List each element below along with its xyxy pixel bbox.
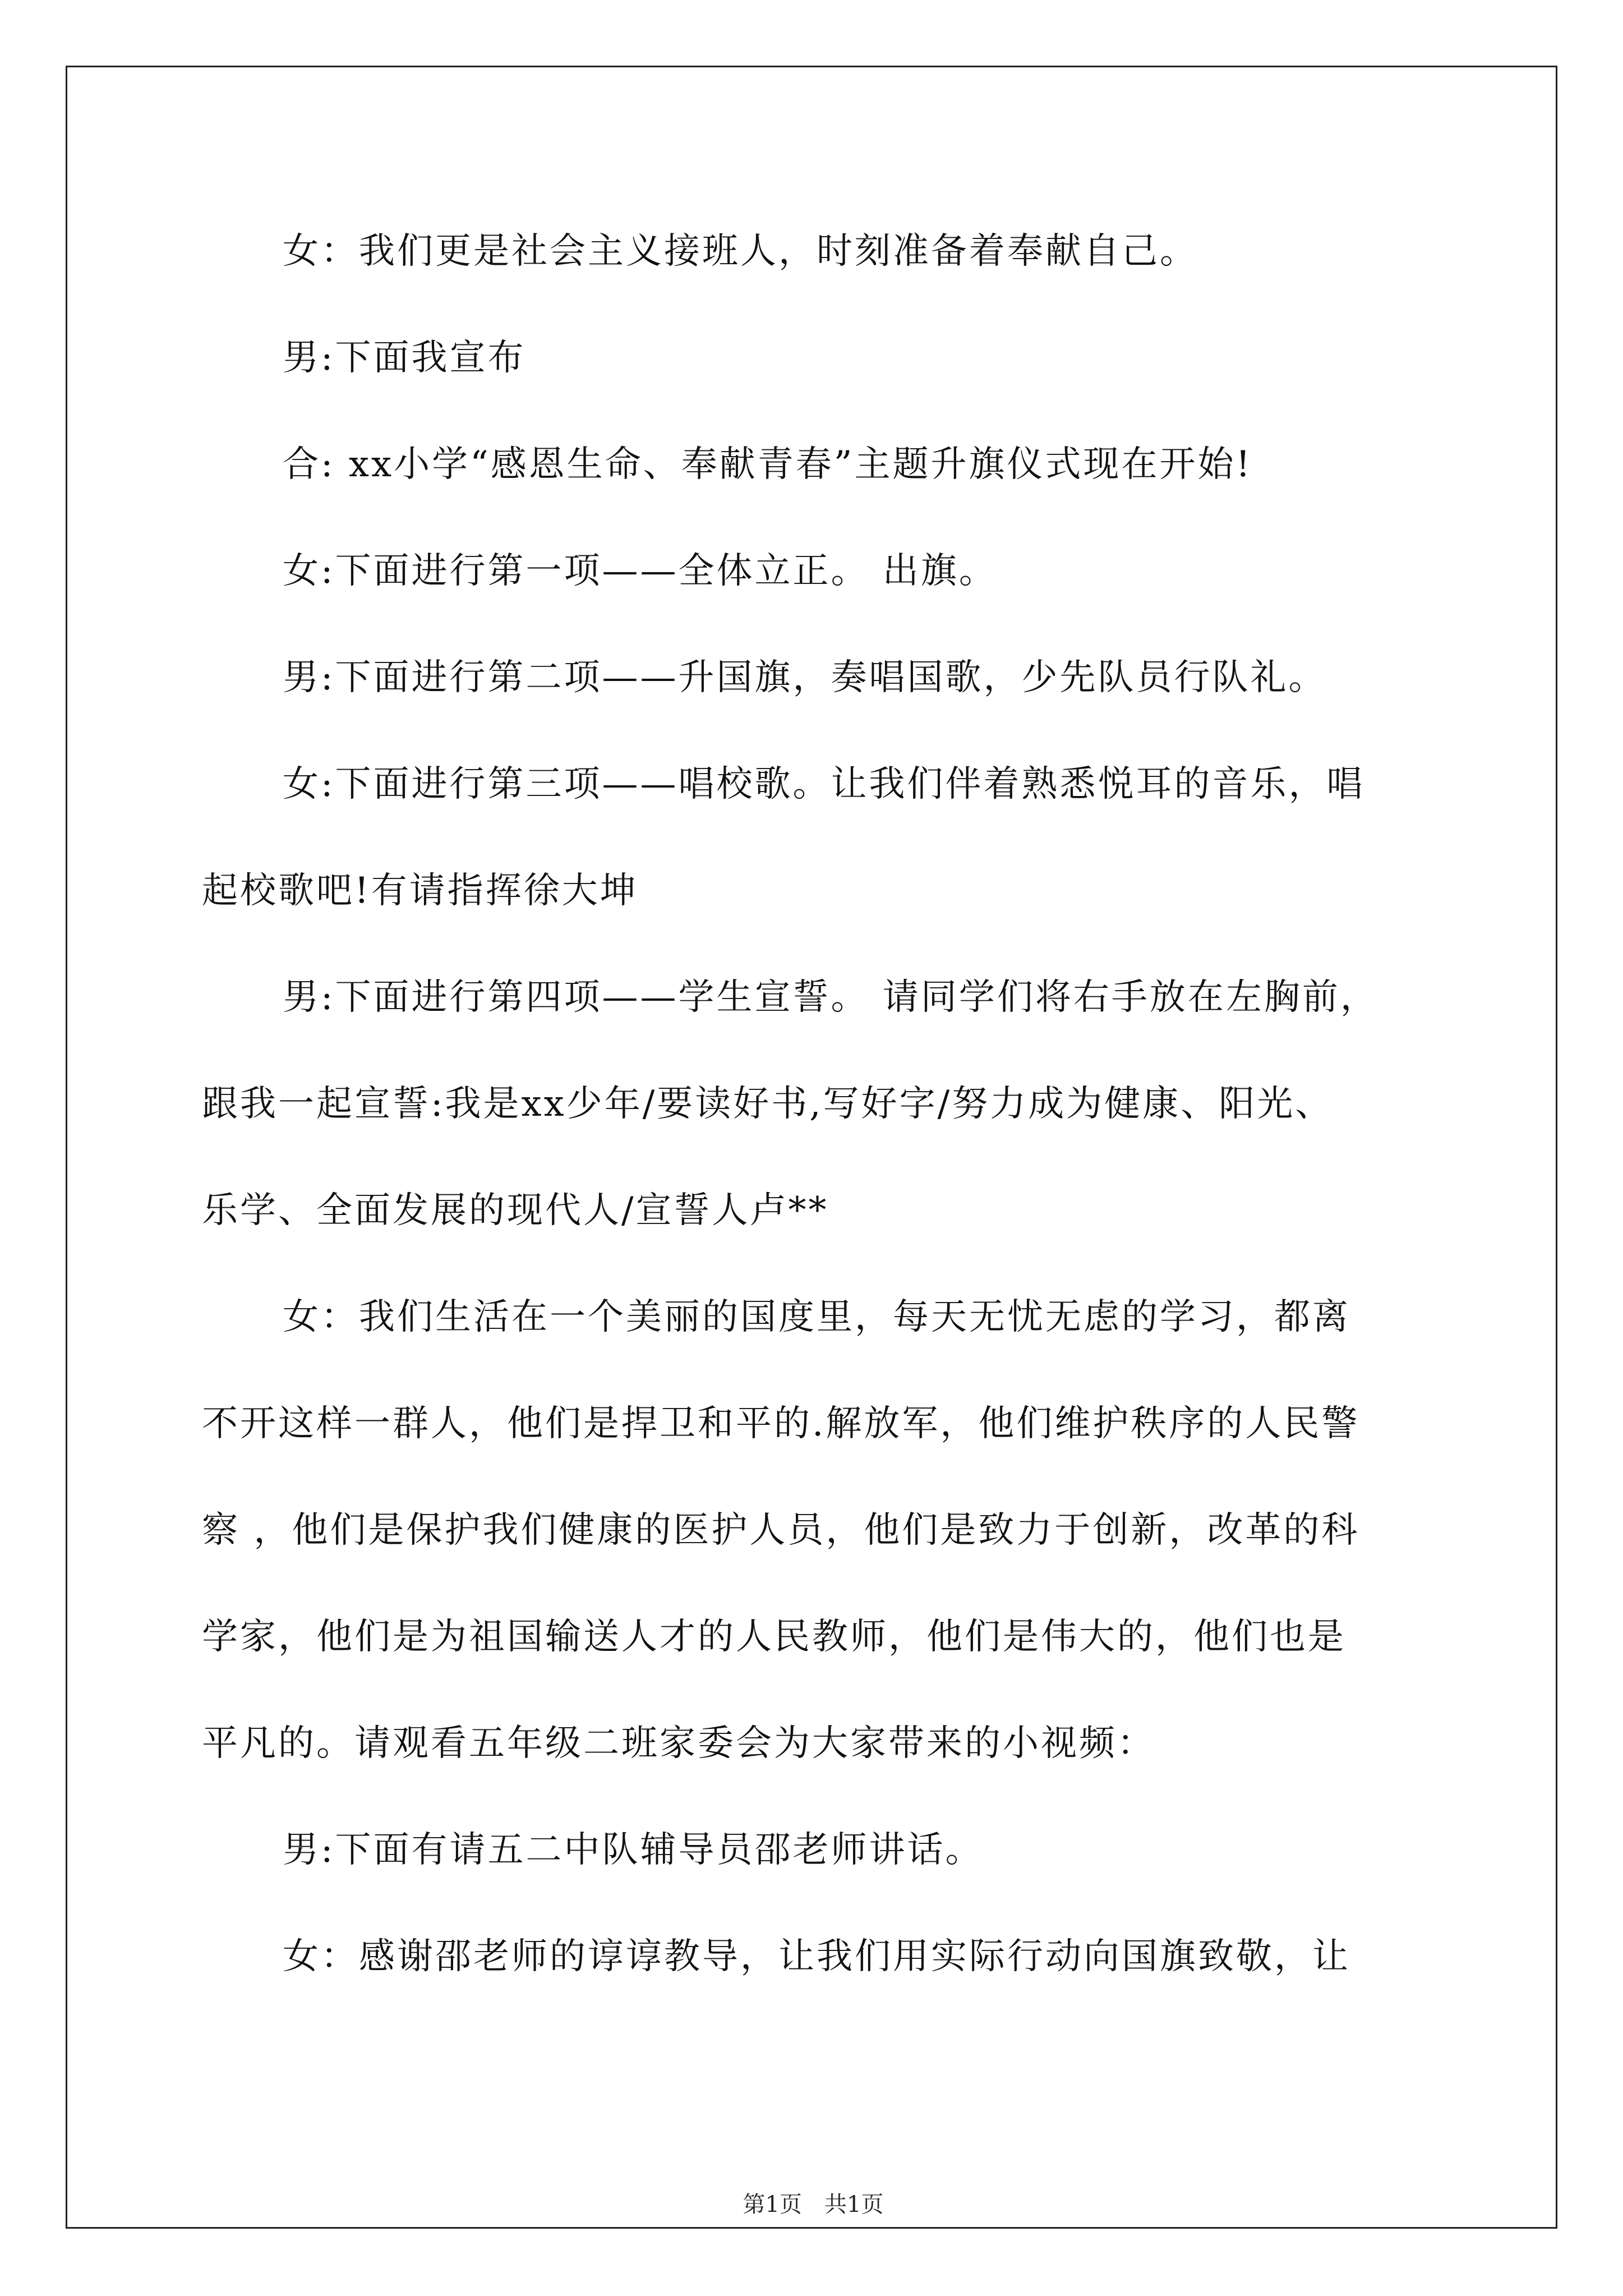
paragraph-line: 女:下面进行第一项——全体立正。 出旗。 [283, 550, 997, 592]
paragraph-line: 女：感谢邵老师的谆谆教导，让我们用实际行动向国旗致敬，让 [283, 1936, 1350, 1977]
paragraph-line: 不开这样一群人，他们是捍卫和平的.解放军，他们维护秩序的人民警 [202, 1403, 1360, 1444]
paragraph-line: 男:下面我宣布 [283, 337, 526, 379]
page-frame [66, 66, 1557, 2229]
paragraph-line: 学家，他们是为祖国输送人才的人民教师，他们是伟大的，他们也是 [202, 1616, 1346, 1658]
paragraph-line: 平凡的。请观看五年级二班家委会为大家带来的小视频： [202, 1723, 1155, 1764]
paragraph-line: 乐学、全面发展的现代人/宣誓人卢** [202, 1190, 829, 1231]
paragraph-line: 男:下面进行第四项——学生宣誓。 请同学们将右手放在左胸前， [283, 977, 1378, 1018]
paragraph-line: 跟我一起宣誓:我是xx少年/要读好书,写好字/努力成为健康、阳光、 [202, 1083, 1334, 1125]
paragraph-line: 女:下面进行第三项——唱校歌。让我们伴着熟悉悦耳的音乐，唱 [283, 763, 1365, 805]
paragraph-line: 合: xx小学“感恩生命、奉献青春”主题升旗仪式现在开始! [283, 444, 1253, 485]
paragraph-line: 男:下面进行第二项——升国旗，奏唱国歌，少先队员行队礼。 [283, 657, 1327, 698]
paragraph-line: 女：我们更是社会主义接班人，时刻准备着奉献自己。 [283, 231, 1198, 272]
page-number-footer: 第1页 共1页 [743, 2192, 884, 2217]
paragraph-line: 女：我们生活在一个美丽的国度里，每天无忧无虑的学习，都离 [283, 1296, 1350, 1338]
paragraph-line: 起校歌吧!有请指挥徐大坤 [202, 870, 638, 912]
paragraph-line: 男:下面有请五二中队辅导员邵老师讲话。 [283, 1829, 984, 1871]
paragraph-line: 察 ，他们是保护我们健康的医护人员，他们是致力于创新，改革的科 [202, 1510, 1360, 1551]
